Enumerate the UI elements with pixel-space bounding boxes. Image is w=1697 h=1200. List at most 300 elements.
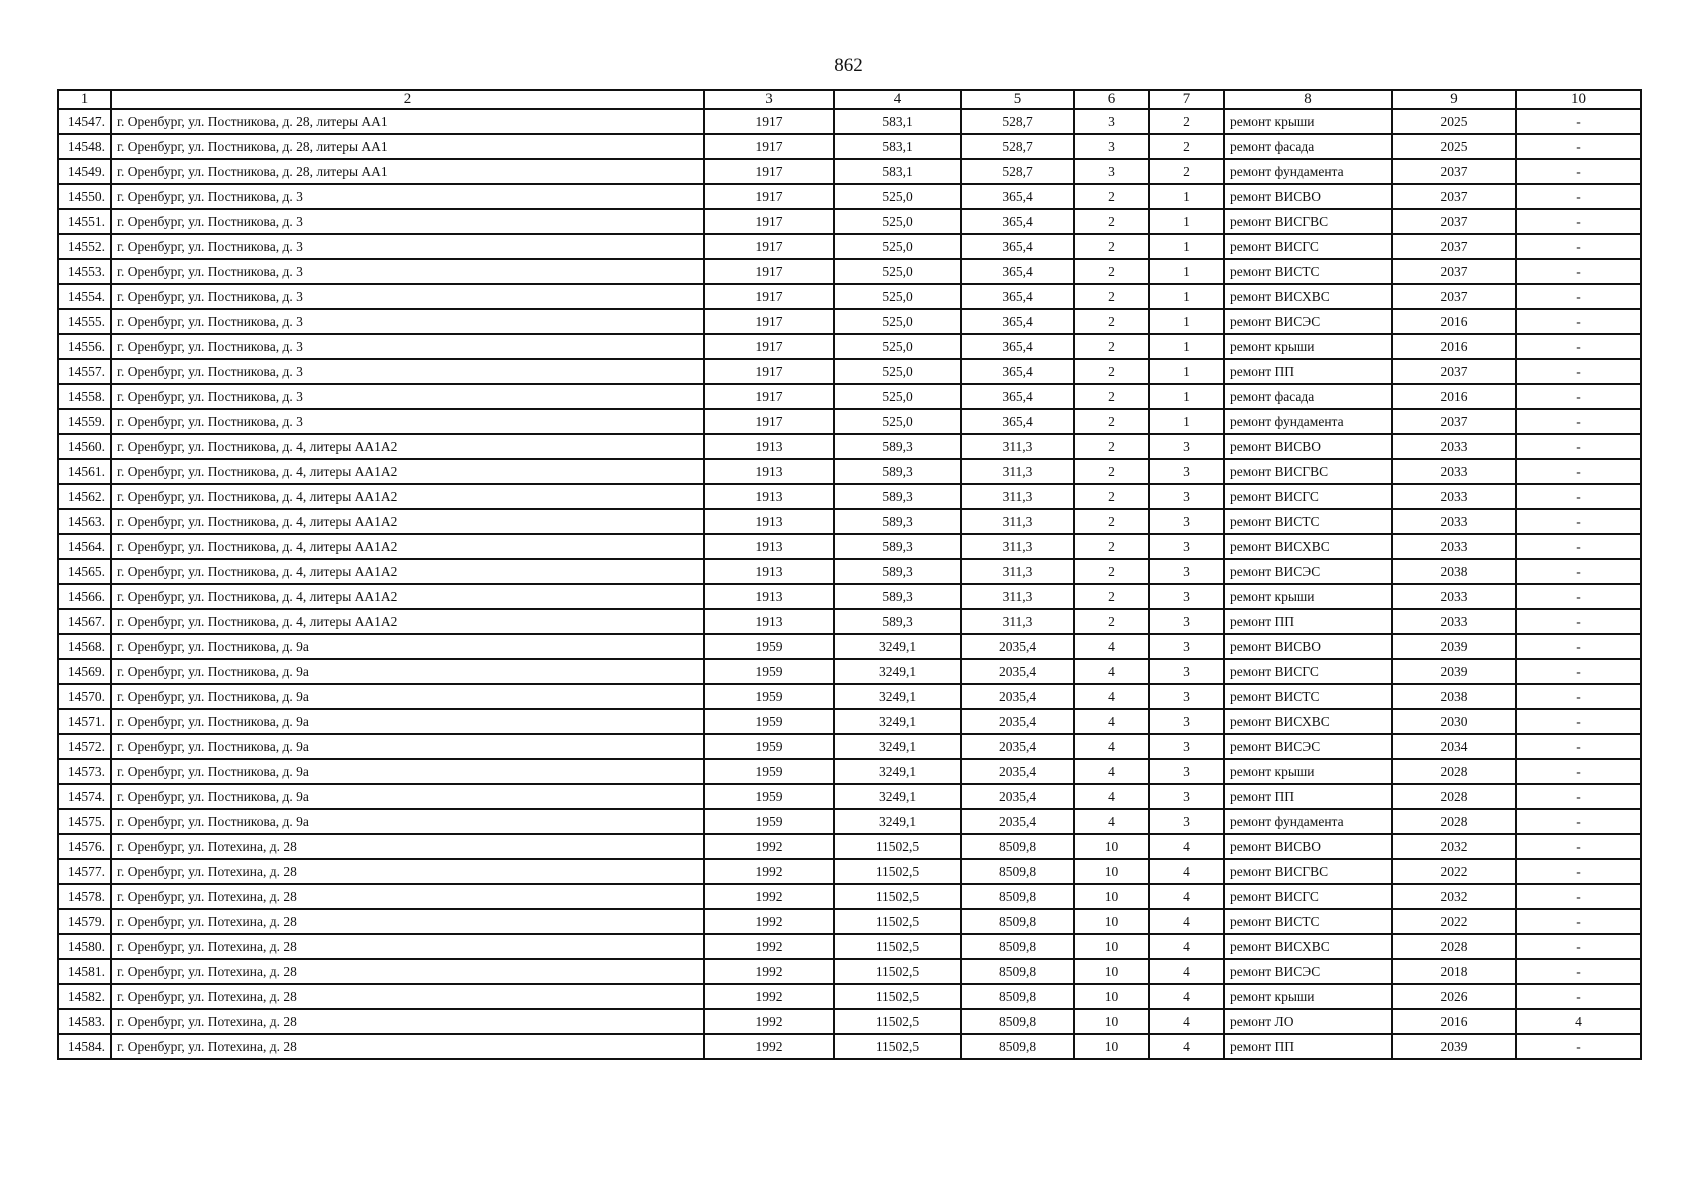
- cell-floors: 10: [1074, 834, 1149, 859]
- cell-note: -: [1516, 284, 1641, 309]
- column-header: 2: [111, 90, 704, 109]
- cell-work-type: ремонт крыши: [1224, 109, 1392, 134]
- cell-work-type: ремонт крыши: [1224, 584, 1392, 609]
- cell-living-area: 311,3: [961, 534, 1074, 559]
- table-row: [58, 559, 1641, 584]
- cell-note: -: [1516, 384, 1641, 409]
- cell-living-area: 365,4: [961, 309, 1074, 334]
- cell-planned-year: 2028: [1392, 809, 1516, 834]
- cell-address: г. Оренбург, ул. Постникова, д. 9а: [111, 684, 704, 709]
- cell-work-type: ремонт фундамента: [1224, 809, 1392, 834]
- cell-total-area: 525,0: [834, 309, 961, 334]
- cell-row-number: 14582.: [58, 984, 111, 1009]
- cell-planned-year: 2039: [1392, 659, 1516, 684]
- cell-total-area: 589,3: [834, 459, 961, 484]
- cell-living-area: 8509,8: [961, 859, 1074, 884]
- cell-year-built: 1913: [704, 534, 834, 559]
- cell-entrances: 1: [1149, 334, 1224, 359]
- cell-work-type: ремонт ВИСГС: [1224, 884, 1392, 909]
- cell-row-number: 14549.: [58, 159, 111, 184]
- cell-planned-year: 2037: [1392, 359, 1516, 384]
- cell-total-area: 3249,1: [834, 759, 961, 784]
- cell-work-type: ремонт ВИСХВС: [1224, 934, 1392, 959]
- cell-total-area: 11502,5: [834, 1009, 961, 1034]
- cell-work-type: ремонт ПП: [1224, 1034, 1392, 1059]
- cell-year-built: 1992: [704, 884, 834, 909]
- cell-address: г. Оренбург, ул. Постникова, д. 3: [111, 384, 704, 409]
- cell-note: -: [1516, 834, 1641, 859]
- cell-note: -: [1516, 359, 1641, 384]
- cell-floors: 2: [1074, 409, 1149, 434]
- column-header: 5: [961, 90, 1074, 109]
- cell-work-type: ремонт ВИСВО: [1224, 634, 1392, 659]
- cell-address: г. Оренбург, ул. Постникова, д. 4, литеры АА1А2: [111, 534, 704, 559]
- cell-note: -: [1516, 759, 1641, 784]
- cell-note: -: [1516, 959, 1641, 984]
- cell-floors: 2: [1074, 184, 1149, 209]
- table-row: [58, 534, 1641, 559]
- cell-row-number: 14579.: [58, 909, 111, 934]
- table-row: [58, 934, 1641, 959]
- cell-planned-year: 2032: [1392, 884, 1516, 909]
- cell-planned-year: 2034: [1392, 734, 1516, 759]
- cell-living-area: 8509,8: [961, 1009, 1074, 1034]
- cell-living-area: 8509,8: [961, 884, 1074, 909]
- cell-row-number: 14568.: [58, 634, 111, 659]
- table-row: [58, 959, 1641, 984]
- cell-entrances: 1: [1149, 409, 1224, 434]
- cell-planned-year: 2038: [1392, 559, 1516, 584]
- table-row: [58, 434, 1641, 459]
- cell-address: г. Оренбург, ул. Постникова, д. 4, литеры АА1А2: [111, 484, 704, 509]
- table-row: [58, 334, 1641, 359]
- cell-work-type: ремонт ВИСТС: [1224, 509, 1392, 534]
- cell-floors: 2: [1074, 259, 1149, 284]
- cell-planned-year: 2030: [1392, 709, 1516, 734]
- cell-address: г. Оренбург, ул. Потехина, д. 28: [111, 834, 704, 859]
- cell-total-area: 3249,1: [834, 659, 961, 684]
- cell-row-number: 14566.: [58, 584, 111, 609]
- cell-year-built: 1917: [704, 284, 834, 309]
- cell-total-area: 589,3: [834, 484, 961, 509]
- cell-note: -: [1516, 534, 1641, 559]
- cell-entrances: 4: [1149, 834, 1224, 859]
- cell-floors: 2: [1074, 309, 1149, 334]
- cell-note: -: [1516, 559, 1641, 584]
- table-row: [58, 859, 1641, 884]
- cell-work-type: ремонт ПП: [1224, 784, 1392, 809]
- cell-year-built: 1992: [704, 1034, 834, 1059]
- cell-work-type: ремонт ВИСГС: [1224, 234, 1392, 259]
- cell-living-area: 365,4: [961, 384, 1074, 409]
- cell-note: -: [1516, 509, 1641, 534]
- cell-living-area: 2035,4: [961, 634, 1074, 659]
- cell-planned-year: 2037: [1392, 209, 1516, 234]
- cell-entrances: 4: [1149, 934, 1224, 959]
- cell-note: -: [1516, 609, 1641, 634]
- cell-work-type: ремонт ВИСГВС: [1224, 859, 1392, 884]
- cell-entrances: 4: [1149, 909, 1224, 934]
- cell-year-built: 1992: [704, 834, 834, 859]
- cell-note: -: [1516, 809, 1641, 834]
- cell-year-built: 1992: [704, 984, 834, 1009]
- cell-planned-year: 2033: [1392, 459, 1516, 484]
- cell-living-area: 365,4: [961, 409, 1074, 434]
- cell-address: г. Оренбург, ул. Постникова, д. 4, литеры АА1А2: [111, 459, 704, 484]
- cell-floors: 10: [1074, 884, 1149, 909]
- cell-row-number: 14570.: [58, 684, 111, 709]
- cell-address: г. Оренбург, ул. Постникова, д. 28, литеры АА1: [111, 159, 704, 184]
- cell-row-number: 14574.: [58, 784, 111, 809]
- cell-planned-year: 2032: [1392, 834, 1516, 859]
- cell-note: -: [1516, 734, 1641, 759]
- cell-note: -: [1516, 259, 1641, 284]
- cell-total-area: 11502,5: [834, 909, 961, 934]
- cell-address: г. Оренбург, ул. Потехина, д. 28: [111, 934, 704, 959]
- cell-year-built: 1992: [704, 1009, 834, 1034]
- table-row: [58, 259, 1641, 284]
- cell-living-area: 8509,8: [961, 909, 1074, 934]
- cell-total-area: 3249,1: [834, 634, 961, 659]
- cell-entrances: 4: [1149, 859, 1224, 884]
- cell-living-area: 528,7: [961, 159, 1074, 184]
- cell-total-area: 11502,5: [834, 859, 961, 884]
- cell-entrances: 4: [1149, 959, 1224, 984]
- cell-total-area: 525,0: [834, 184, 961, 209]
- column-header: 1: [58, 90, 111, 109]
- cell-row-number: 14555.: [58, 309, 111, 334]
- cell-work-type: ремонт ВИСВО: [1224, 834, 1392, 859]
- cell-work-type: ремонт крыши: [1224, 334, 1392, 359]
- cell-planned-year: 2033: [1392, 609, 1516, 634]
- cell-total-area: 3249,1: [834, 709, 961, 734]
- cell-planned-year: 2016: [1392, 384, 1516, 409]
- cell-entrances: 3: [1149, 609, 1224, 634]
- cell-work-type: ремонт ВИСВО: [1224, 434, 1392, 459]
- cell-work-type: ремонт ВИСЭС: [1224, 734, 1392, 759]
- table-row: [58, 309, 1641, 334]
- cell-note: -: [1516, 659, 1641, 684]
- cell-work-type: ремонт ВИСВО: [1224, 184, 1392, 209]
- cell-year-built: 1917: [704, 334, 834, 359]
- cell-entrances: 3: [1149, 509, 1224, 534]
- cell-total-area: 11502,5: [834, 834, 961, 859]
- cell-work-type: ремонт ВИСЭС: [1224, 959, 1392, 984]
- cell-total-area: 11502,5: [834, 984, 961, 1009]
- cell-planned-year: 2016: [1392, 309, 1516, 334]
- cell-year-built: 1917: [704, 409, 834, 434]
- table-row: [58, 634, 1641, 659]
- cell-year-built: 1917: [704, 234, 834, 259]
- cell-planned-year: 2039: [1392, 634, 1516, 659]
- table-row: [58, 409, 1641, 434]
- cell-year-built: 1959: [704, 734, 834, 759]
- cell-total-area: 589,3: [834, 609, 961, 634]
- cell-year-built: 1992: [704, 859, 834, 884]
- cell-entrances: 2: [1149, 109, 1224, 134]
- cell-floors: 4: [1074, 709, 1149, 734]
- cell-year-built: 1959: [704, 759, 834, 784]
- cell-address: г. Оренбург, ул. Постникова, д. 9а: [111, 634, 704, 659]
- table-row: [58, 909, 1641, 934]
- cell-entrances: 1: [1149, 259, 1224, 284]
- cell-entrances: 3: [1149, 484, 1224, 509]
- cell-total-area: 589,3: [834, 559, 961, 584]
- cell-year-built: 1959: [704, 659, 834, 684]
- cell-living-area: 2035,4: [961, 809, 1074, 834]
- cell-floors: 4: [1074, 784, 1149, 809]
- cell-year-built: 1992: [704, 959, 834, 984]
- cell-planned-year: 2028: [1392, 759, 1516, 784]
- table-row: [58, 809, 1641, 834]
- cell-note: -: [1516, 909, 1641, 934]
- cell-living-area: 2035,4: [961, 709, 1074, 734]
- cell-note: -: [1516, 484, 1641, 509]
- cell-floors: 4: [1074, 734, 1149, 759]
- cell-work-type: ремонт ПП: [1224, 359, 1392, 384]
- cell-living-area: 311,3: [961, 434, 1074, 459]
- cell-floors: 4: [1074, 809, 1149, 834]
- cell-floors: 2: [1074, 209, 1149, 234]
- table-row: [58, 384, 1641, 409]
- cell-living-area: 528,7: [961, 109, 1074, 134]
- cell-entrances: 3: [1149, 584, 1224, 609]
- table-row: [58, 209, 1641, 234]
- cell-planned-year: 2033: [1392, 434, 1516, 459]
- cell-work-type: ремонт ВИСХВС: [1224, 709, 1392, 734]
- cell-note: -: [1516, 434, 1641, 459]
- cell-address: г. Оренбург, ул. Постникова, д. 9а: [111, 659, 704, 684]
- table-row: [58, 834, 1641, 859]
- cell-address: г. Оренбург, ул. Постникова, д. 3: [111, 259, 704, 284]
- cell-entrances: 3: [1149, 759, 1224, 784]
- cell-total-area: 525,0: [834, 359, 961, 384]
- cell-address: г. Оренбург, ул. Постникова, д. 3: [111, 309, 704, 334]
- cell-year-built: 1917: [704, 134, 834, 159]
- cell-living-area: 365,4: [961, 284, 1074, 309]
- cell-note: -: [1516, 409, 1641, 434]
- column-header: 3: [704, 90, 834, 109]
- cell-address: г. Оренбург, ул. Постникова, д. 3: [111, 359, 704, 384]
- table-row: [58, 134, 1641, 159]
- cell-floors: 2: [1074, 484, 1149, 509]
- cell-note: -: [1516, 459, 1641, 484]
- cell-year-built: 1959: [704, 709, 834, 734]
- cell-year-built: 1913: [704, 459, 834, 484]
- cell-row-number: 14581.: [58, 959, 111, 984]
- cell-total-area: 11502,5: [834, 959, 961, 984]
- cell-living-area: 8509,8: [961, 1034, 1074, 1059]
- table-row: [58, 484, 1641, 509]
- cell-planned-year: 2039: [1392, 1034, 1516, 1059]
- cell-floors: 10: [1074, 984, 1149, 1009]
- cell-address: г. Оренбург, ул. Постникова, д. 28, литеры АА1: [111, 109, 704, 134]
- cell-planned-year: 2037: [1392, 159, 1516, 184]
- cell-row-number: 14563.: [58, 509, 111, 534]
- cell-entrances: 3: [1149, 534, 1224, 559]
- cell-entrances: 3: [1149, 659, 1224, 684]
- cell-year-built: 1913: [704, 484, 834, 509]
- cell-year-built: 1959: [704, 684, 834, 709]
- cell-living-area: 365,4: [961, 259, 1074, 284]
- cell-entrances: 4: [1149, 1009, 1224, 1034]
- cell-work-type: ремонт ВИСЭС: [1224, 309, 1392, 334]
- cell-note: -: [1516, 859, 1641, 884]
- table-row: [58, 1009, 1641, 1034]
- cell-floors: 3: [1074, 109, 1149, 134]
- cell-year-built: 1913: [704, 559, 834, 584]
- cell-note: -: [1516, 584, 1641, 609]
- cell-note: -: [1516, 234, 1641, 259]
- cell-row-number: 14565.: [58, 559, 111, 584]
- cell-floors: 4: [1074, 759, 1149, 784]
- table-row: [58, 359, 1641, 384]
- cell-floors: 2: [1074, 359, 1149, 384]
- cell-living-area: 2035,4: [961, 659, 1074, 684]
- cell-year-built: 1917: [704, 109, 834, 134]
- cell-floors: 4: [1074, 684, 1149, 709]
- table-row: [58, 684, 1641, 709]
- page-number: 862: [834, 55, 863, 76]
- cell-address: г. Оренбург, ул. Постникова, д. 3: [111, 234, 704, 259]
- cell-planned-year: 2025: [1392, 109, 1516, 134]
- table-row: [58, 984, 1641, 1009]
- cell-entrances: 1: [1149, 359, 1224, 384]
- table-body: [58, 109, 1641, 1059]
- cell-row-number: 14564.: [58, 534, 111, 559]
- cell-address: г. Оренбург, ул. Постникова, д. 3: [111, 284, 704, 309]
- table-row: [58, 284, 1641, 309]
- cell-row-number: 14562.: [58, 484, 111, 509]
- header-row: [58, 90, 1641, 109]
- table-row: [58, 884, 1641, 909]
- table-row: [58, 109, 1641, 134]
- cell-address: г. Оренбург, ул. Постникова, д. 3: [111, 209, 704, 234]
- cell-note: -: [1516, 159, 1641, 184]
- cell-year-built: 1992: [704, 934, 834, 959]
- cell-address: г. Оренбург, ул. Потехина, д. 28: [111, 1009, 704, 1034]
- cell-address: г. Оренбург, ул. Постникова, д. 9а: [111, 809, 704, 834]
- cell-entrances: 1: [1149, 209, 1224, 234]
- cell-entrances: 1: [1149, 384, 1224, 409]
- cell-entrances: 3: [1149, 809, 1224, 834]
- table-row: [58, 609, 1641, 634]
- cell-note: -: [1516, 109, 1641, 134]
- cell-work-type: ремонт фундамента: [1224, 159, 1392, 184]
- cell-address: г. Оренбург, ул. Потехина, д. 28: [111, 984, 704, 1009]
- cell-floors: 10: [1074, 934, 1149, 959]
- column-header: 8: [1224, 90, 1392, 109]
- cell-address: г. Оренбург, ул. Потехина, д. 28: [111, 884, 704, 909]
- cell-planned-year: 2038: [1392, 684, 1516, 709]
- cell-address: г. Оренбург, ул. Постникова, д. 4, литеры АА1А2: [111, 584, 704, 609]
- cell-work-type: ремонт ВИСХВС: [1224, 284, 1392, 309]
- cell-row-number: 14557.: [58, 359, 111, 384]
- cell-year-built: 1917: [704, 209, 834, 234]
- cell-living-area: 2035,4: [961, 684, 1074, 709]
- cell-work-type: ремонт крыши: [1224, 759, 1392, 784]
- cell-planned-year: 2016: [1392, 1009, 1516, 1034]
- cell-planned-year: 2016: [1392, 334, 1516, 359]
- cell-living-area: 311,3: [961, 584, 1074, 609]
- cell-address: г. Оренбург, ул. Постникова, д. 3: [111, 334, 704, 359]
- cell-year-built: 1917: [704, 309, 834, 334]
- cell-total-area: 589,3: [834, 434, 961, 459]
- cell-note: -: [1516, 134, 1641, 159]
- cell-total-area: 525,0: [834, 209, 961, 234]
- cell-living-area: 311,3: [961, 559, 1074, 584]
- cell-floors: 10: [1074, 859, 1149, 884]
- cell-floors: 2: [1074, 609, 1149, 634]
- cell-work-type: ремонт ВИСГС: [1224, 484, 1392, 509]
- cell-address: г. Оренбург, ул. Постникова, д. 9а: [111, 784, 704, 809]
- table-row: [58, 1034, 1641, 1059]
- cell-row-number: 14583.: [58, 1009, 111, 1034]
- cell-work-type: ремонт ВИСГВС: [1224, 209, 1392, 234]
- cell-total-area: 525,0: [834, 234, 961, 259]
- cell-entrances: 3: [1149, 634, 1224, 659]
- cell-year-built: 1959: [704, 809, 834, 834]
- cell-note: -: [1516, 784, 1641, 809]
- cell-living-area: 528,7: [961, 134, 1074, 159]
- cell-living-area: 8509,8: [961, 834, 1074, 859]
- cell-living-area: 8509,8: [961, 959, 1074, 984]
- cell-address: г. Оренбург, ул. Постникова, д. 4, литеры АА1А2: [111, 509, 704, 534]
- cell-address: г. Оренбург, ул. Постникова, д. 3: [111, 409, 704, 434]
- cell-living-area: 8509,8: [961, 984, 1074, 1009]
- cell-entrances: 3: [1149, 459, 1224, 484]
- cell-floors: 10: [1074, 1034, 1149, 1059]
- cell-total-area: 589,3: [834, 534, 961, 559]
- cell-row-number: 14553.: [58, 259, 111, 284]
- cell-floors: 2: [1074, 584, 1149, 609]
- cell-total-area: 11502,5: [834, 884, 961, 909]
- cell-total-area: 525,0: [834, 384, 961, 409]
- cell-row-number: 14551.: [58, 209, 111, 234]
- cell-work-type: ремонт фундамента: [1224, 409, 1392, 434]
- cell-note: -: [1516, 984, 1641, 1009]
- cell-floors: 2: [1074, 534, 1149, 559]
- cell-floors: 2: [1074, 234, 1149, 259]
- cell-note: -: [1516, 1034, 1641, 1059]
- cell-planned-year: 2022: [1392, 859, 1516, 884]
- cell-entrances: 2: [1149, 159, 1224, 184]
- cell-work-type: ремонт ВИСГВС: [1224, 459, 1392, 484]
- cell-year-built: 1992: [704, 909, 834, 934]
- cell-floors: 3: [1074, 159, 1149, 184]
- cell-floors: 2: [1074, 434, 1149, 459]
- cell-note: -: [1516, 709, 1641, 734]
- cell-living-area: 365,4: [961, 234, 1074, 259]
- cell-note: -: [1516, 684, 1641, 709]
- cell-note: -: [1516, 184, 1641, 209]
- cell-work-type: ремонт ВИСХВС: [1224, 534, 1392, 559]
- cell-work-type: ремонт крыши: [1224, 984, 1392, 1009]
- cell-living-area: 365,4: [961, 359, 1074, 384]
- cell-planned-year: 2033: [1392, 484, 1516, 509]
- column-header: 9: [1392, 90, 1516, 109]
- cell-year-built: 1913: [704, 584, 834, 609]
- cell-entrances: 1: [1149, 309, 1224, 334]
- cell-entrances: 4: [1149, 884, 1224, 909]
- cell-row-number: 14548.: [58, 134, 111, 159]
- cell-row-number: 14552.: [58, 234, 111, 259]
- cell-floors: 10: [1074, 959, 1149, 984]
- cell-year-built: 1917: [704, 384, 834, 409]
- cell-work-type: ремонт ЛО: [1224, 1009, 1392, 1034]
- cell-planned-year: 2028: [1392, 784, 1516, 809]
- cell-living-area: 8509,8: [961, 934, 1074, 959]
